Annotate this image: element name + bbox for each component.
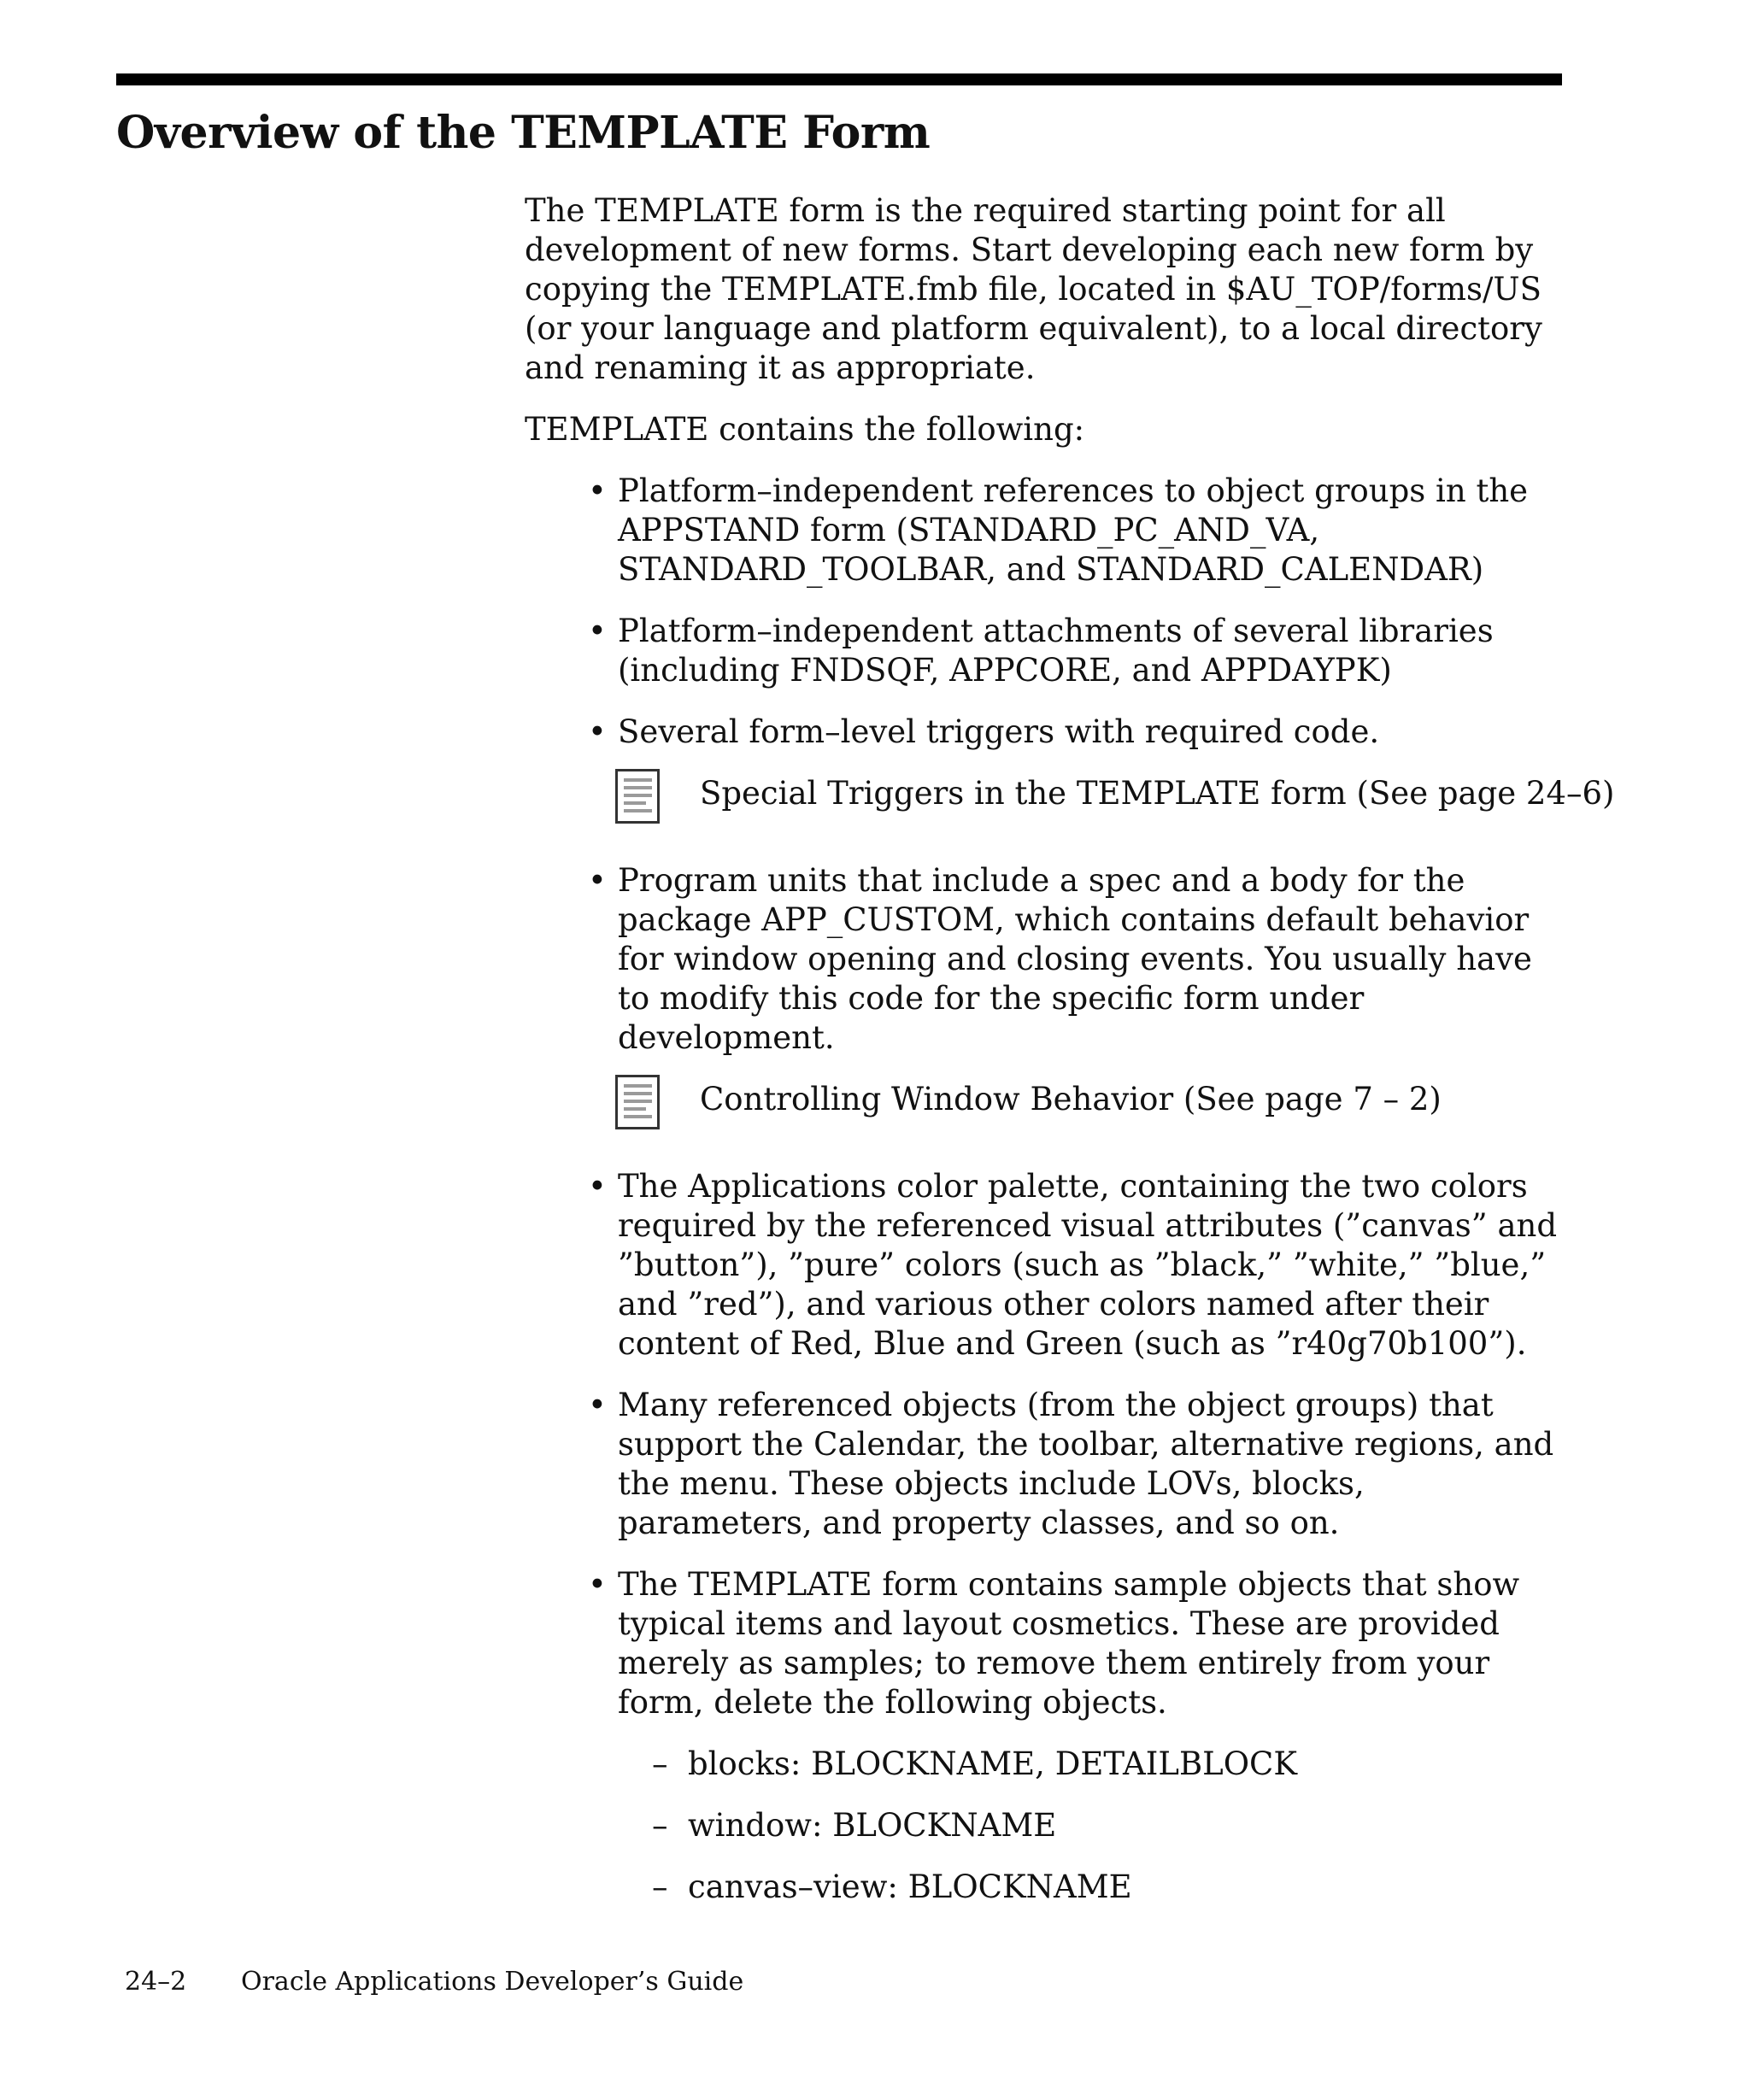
sub-list-item [618, 1868, 1567, 1907]
dash-marker: – [652, 1807, 668, 1844]
page-footer [125, 1965, 743, 1999]
sub-list-item [618, 1806, 1567, 1845]
body-content [525, 191, 1615, 1929]
list-item [525, 612, 1567, 690]
bullet-marker: • [588, 472, 607, 509]
list-item-text: Platform–independent references to object groups in the APPSTAND form (STANDARD_PC_AND_VA, STANDARD_TOOLBAR, and STANDARD_CALENDAR) [618, 472, 1529, 588]
cross-reference-window-behavior[interactable] [525, 1080, 1567, 1143]
bullet-marker: • [588, 713, 607, 750]
contains-paragraph: TEMPLATE contains the following: [525, 411, 1085, 448]
list-item-text: Several form–level triggers with required code. [618, 713, 1380, 750]
bullet-marker: • [588, 1168, 607, 1205]
section-title: Overview of the TEMPLATE Form [116, 107, 931, 159]
list-item [525, 472, 1567, 590]
document-icon [615, 1075, 660, 1129]
list-item-text: The Applications color palette, containing the two colors required by the referenced visual attributes (”canvas” and ”button”), ”pure” colors (such as ”black,” ”white,” ”blue,” and ”red”), and various other colors named after their content of Red, Blue and Green (such as ”r40g70b100”). [618, 1168, 1558, 1362]
page-number: 24–2 [125, 1967, 187, 1997]
top-rule [116, 73, 1562, 85]
dash-marker: – [652, 1868, 668, 1905]
contents-list [525, 472, 1567, 752]
sub-list-item [618, 1745, 1567, 1784]
document-icon [615, 769, 660, 824]
list-item [525, 1565, 1567, 1907]
book-title: Oracle Applications Developer’s Guide [241, 1967, 744, 1997]
list-item-text: Program units that include a spec and a body for the package APP_CUSTOM, which contains default behavior for window opening and closing events. You usually have to modify this code for the specific form under development. [618, 862, 1532, 1056]
bullet-marker: • [588, 613, 607, 649]
list-item [525, 861, 1567, 1058]
list-item [525, 1386, 1567, 1543]
sub-list-item-text: blocks: BLOCKNAME, DETAILBLOCK [688, 1745, 1297, 1782]
list-item [525, 1167, 1567, 1364]
contents-list-continued [525, 861, 1567, 1058]
sub-list-item-text: window: BLOCKNAME [688, 1807, 1057, 1844]
intro-paragraph: The TEMPLATE form is the required starting point for all development of new forms. Start developing each new form by copying the TEMPLATE.fmb file, located in $AU_TOP/forms/US (or your language and platform equivalent), to a local directory and renaming it as appropriate. [525, 192, 1542, 386]
list-item-text: Platform–independent attachments of several libraries (including FNDSQF, APPCORE, and APPDAYPK) [618, 613, 1494, 689]
cross-reference-special-triggers[interactable] [525, 774, 1615, 837]
list-item [525, 713, 1567, 752]
sample-objects-list [618, 1745, 1567, 1907]
bullet-marker: • [588, 1387, 607, 1423]
list-item-text: The TEMPLATE form contains sample objects that show typical items and layout cosmetics. These are provided merely as samples; to remove them entirely from your form, delete the following objects. [618, 1566, 1520, 1721]
dash-marker: – [652, 1745, 668, 1782]
bullet-marker: • [588, 1566, 607, 1603]
contents-list-remaining [525, 1167, 1567, 1907]
cross-reference-link[interactable]: Special Triggers in the TEMPLATE form (See page 24–6) [700, 775, 1615, 812]
bullet-marker: • [588, 862, 607, 899]
list-item-text: Many referenced objects (from the object groups) that support the Calendar, the toolbar, alternative regions, and the menu. These objects include LOVs, blocks, parameters, and property classes, and so on. [618, 1387, 1554, 1541]
cross-reference-link[interactable]: Controlling Window Behavior (See page 7 – 2) [700, 1081, 1442, 1117]
sub-list-item-text: canvas–view: BLOCKNAME [688, 1868, 1132, 1905]
